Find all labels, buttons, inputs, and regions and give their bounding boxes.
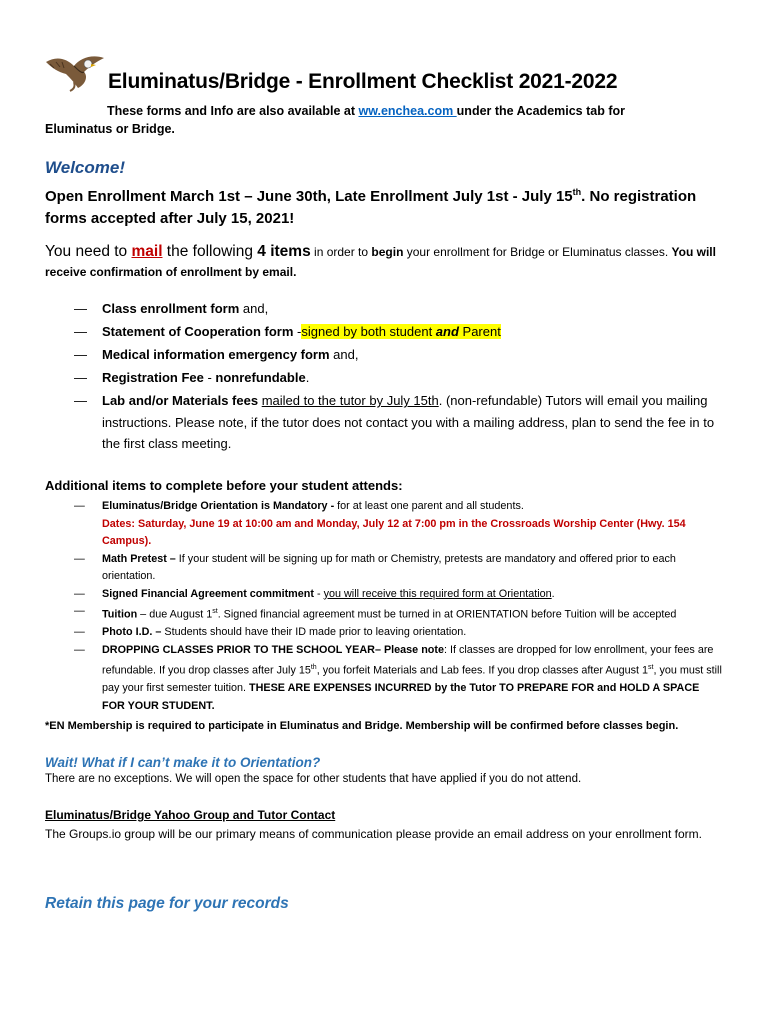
item-text: : If classes are dropped for low enrollment, your fees are refundable. If you drop classes after July 15 [102,643,714,677]
additional-items-heading: Additional items to complete before your student attends: [45,478,403,493]
confirmation-note: You will receive confirmation of enrollment by email. [45,245,716,279]
item-title: Math Pretest – [102,552,176,565]
open-enrollment-sup: th [572,187,582,197]
dash-bullet: — [74,587,85,600]
additional-items-list [74,498,724,715]
item-text-2: . Signed financial agreement must be turned in at ORIENTATION before Tuition will be accepted [217,608,677,621]
list-item [74,344,724,366]
list-item [74,390,724,455]
dash-bullet: — [74,643,85,656]
eagle-logo-icon [44,52,106,92]
need-text-3: in order to [310,245,372,259]
list-item [74,498,724,551]
orientation-question-heading: Wait! What if I can’t make it to Orientation? [45,755,321,770]
orientation-dates: Dates: Saturday, June 19 at 10:00 am and Monday, July 12 at 7:00 pm in the Crossroads Worship Center (Hwy. 154 Campus). [102,517,686,547]
dash-bullet: — [74,324,87,339]
item-sup: st [212,608,218,615]
item-title: Tuition [102,608,138,621]
list-item [74,642,724,716]
need-text-4: your enrollment for Bridge or Eluminatus classes. [403,245,672,259]
page-title: Eluminatus/Bridge - Enrollment Checklist 2021-2022 [108,70,618,93]
highlight-text-2: Parent [458,324,501,339]
item-title: Eluminatus/Bridge Orientation is Mandatory - [102,500,335,512]
dash-bullet: — [74,605,85,617]
dash-bullet: — [74,500,85,512]
enchea-link[interactable]: ww.enchea.com [358,104,457,118]
need-text-1: You need to [45,243,132,260]
no-exceptions-text: There are no exceptions. We will open the space for other students that have applied if you do not attend. [45,773,582,785]
item-text: for at least one parent and all students. [334,500,524,512]
list-item [74,603,724,624]
mail-instructions [45,242,735,282]
group-contact-text: The Groups.io group will be our primary means of communication please provide an email address on your enrollment form. [45,827,702,841]
item-title: Photo I.D. – [102,626,162,639]
open-enrollment-text: Open Enrollment March 1st – June 30th, Late Enrollment July 1st - July 15 [45,188,573,205]
item-title: Signed Financial Agreement commitment [102,587,314,600]
availability-note [45,102,735,138]
item-title: Registration Fee [102,370,204,385]
list-item [74,551,724,586]
highlight-and: and [435,324,459,339]
highlight-text-1: signed by both student [301,324,436,339]
dash-bullet: — [74,347,87,362]
item-text-2: , you forfeit Materials and Lab fees. If you drop classes after August 1 [316,664,648,677]
mail-emphasis: mail [131,243,163,260]
item-title: DROPPING CLASSES PRIOR TO THE SCHOOL YEAR– Please note [102,643,444,656]
membership-note: *EN Membership is required to participate in Eluminatus and Bridge. Membership will be confirmed before classes begin. [45,720,679,732]
list-item [74,298,724,320]
welcome-heading: Welcome! [45,158,125,177]
dash-bullet: — [74,370,87,385]
item-separator: - [293,324,302,339]
list-item [74,367,724,389]
highlighted-note [301,324,500,339]
item-separator: - [203,370,216,385]
list-item [74,586,724,604]
item-text: If your student will be signing up for math or Chemistry, pretests are mandatory and offered prior to each orientation. [102,552,676,582]
group-contact-heading: Eluminatus/Bridge Yahoo Group and Tutor Contact [45,808,336,822]
item-underlined: you will receive this required form at Orientation [323,587,552,600]
expenses-note: THESE ARE EXPENSES INCURRED by the Tutor TO PREPARE FOR and HOLD A SPACE FOR YOUR STUDENT. [102,682,700,712]
item-text: . [551,587,555,600]
dash-bullet: — [74,393,87,408]
availability-text: These forms and Info are also available at [107,104,359,118]
item-title: Class enrollment form [102,301,240,316]
item-text: . [305,370,310,385]
dash-bullet: — [74,301,87,316]
dash-bullet: — [74,626,85,639]
item-text: and, [239,301,269,316]
availability-text-2: under the Academics tab for [456,104,625,118]
required-items-list [74,298,724,456]
item-title: Statement of Cooperation form [102,324,294,339]
item-text-3: , you must still pay your first semester tuition. [102,664,722,695]
availability-line-2: Eluminatus or Bridge. [45,122,175,136]
item-text: . (non-refundable) Tutors will email you mailing instructions. Please note, if the tutor does not contact you with a mailing address, plan to send the fee in to the first class meeting. [102,393,715,451]
need-text-2: the following [162,243,258,260]
open-enrollment-dates [45,181,735,230]
item-title: Lab and/or Materials fees [102,393,259,408]
item-text: Students should have their ID made prior to leaving orientation. [161,626,467,639]
retain-note: Retain this page for your records [45,895,289,912]
list-item [74,624,724,642]
items-count: 4 items [257,243,311,260]
mail-deadline: mailed to the tutor by July 15th [261,393,439,408]
item-text: and, [329,347,359,362]
item-title: Medical information emergency form [102,347,330,362]
item-text: – due August 1 [137,608,213,621]
item-sup: th [310,664,317,672]
item-separator: - [313,587,324,600]
nonrefundable-label: nonrefundable [215,370,306,385]
open-enrollment-text-2: . No registration forms accepted after July 15, 2021! [45,188,697,227]
begin-emphasis: begin [371,245,404,259]
dash-bullet: — [74,552,85,565]
item-sup-2: st [648,664,654,672]
list-item [74,321,724,343]
